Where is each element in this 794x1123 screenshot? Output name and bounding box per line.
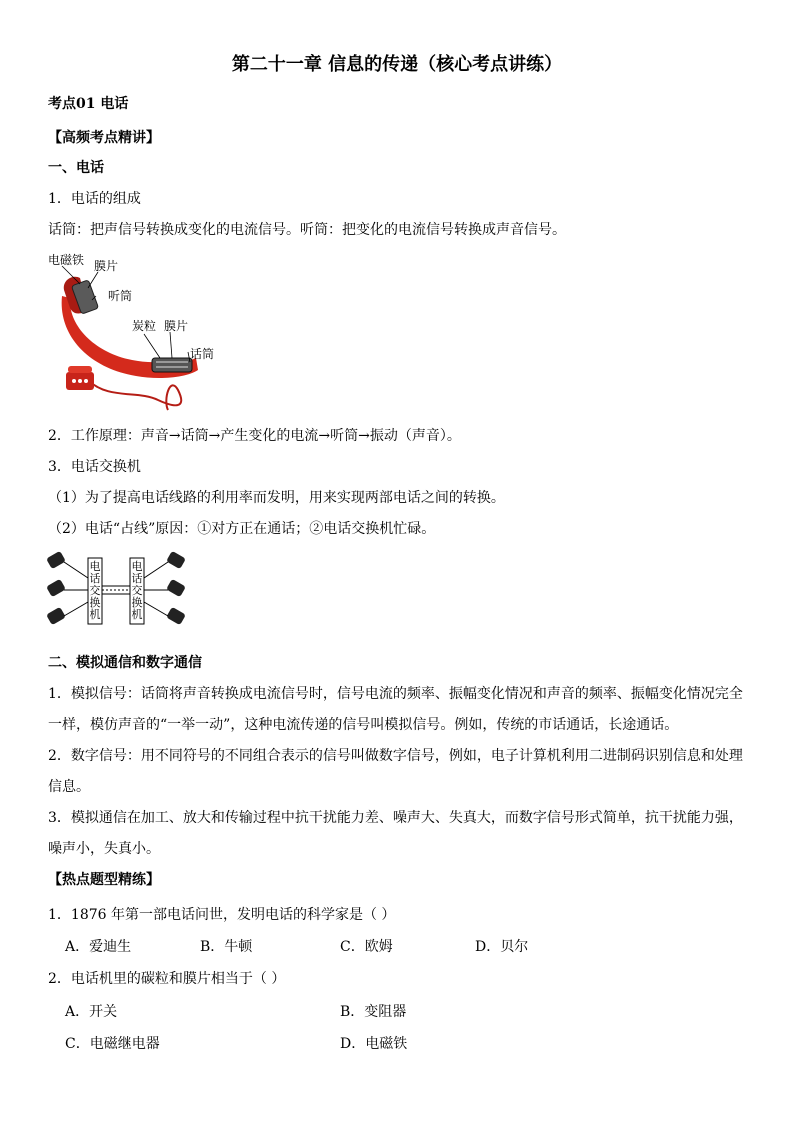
kaodian-heading: 考点01 电话: [48, 96, 129, 112]
para-analog-a: 1．模拟信号：话筒将声音转换成电流信号时，信号电流的频率、振幅变化情况和声音的频率、振幅变化情况完全: [48, 686, 743, 702]
q2-option-b[interactable]: B．变阻器: [340, 1004, 407, 1020]
q2-option-a[interactable]: A．开关: [65, 1004, 118, 1020]
para-digital-b: 信息。: [48, 779, 90, 795]
q1-option-b[interactable]: B．牛顿: [200, 939, 253, 955]
q1-option-d[interactable]: D．贝尔: [475, 939, 529, 955]
phone-base-icon: [66, 366, 94, 390]
q1-option-a[interactable]: A．爱迪生: [65, 939, 132, 955]
phone-cord: [88, 380, 181, 410]
label-receiver: 听筒: [108, 289, 133, 303]
para-digital-a: 2．数字信号：用不同符号的不同组合表示的信号叫做数字信号，例如，电子计算机利用二进制码识别信息和处理: [48, 748, 743, 764]
para-compare-a: 3．模拟通信在加工、放大和传输过程中抗干扰能力差、噪声大、失真大，而数字信号形式简单，抗干扰能力强，: [48, 810, 743, 826]
heading-analog-digital: 二、模拟通信和数字通信: [48, 655, 202, 671]
label-diaphragm-2: 膜片: [164, 319, 189, 333]
phone-icons-left: [46, 551, 66, 625]
question-1: 1．1876 年第一部电话问世，发明电话的科学家是（ ）: [48, 907, 396, 923]
q2-option-c[interactable]: C．电磁继电器: [65, 1036, 160, 1052]
para-composition: 1．电话的组成: [48, 191, 141, 207]
exchange-label-right: 电话交换机: [131, 560, 143, 621]
para-mic-receiver: 话筒：把声信号转换成变化的电流信号。听筒：把变化的电流信号转换成声音信号。: [48, 222, 566, 238]
para-principle: 2．工作原理：声音→话筒→产生变化的电流→听筒→振动（声音）。: [48, 428, 461, 444]
q2-option-d[interactable]: D．电磁铁: [340, 1036, 408, 1052]
label-electromagnet: 电磁铁: [48, 253, 85, 267]
para-analog-b: 一样，模仿声音的“一举一动”，这种电流传递的信号叫模拟信号。例如，传统的市话通话，长途通话。: [48, 717, 679, 733]
label-mic: 话筒: [190, 347, 215, 361]
para-exchange-2: （2）电话“占线”原因：①对方正在通话；②电话交换机忙碌。: [48, 521, 436, 537]
telephone-handset-figure: [48, 250, 228, 415]
question-2: 2．电话机里的碳粒和膜片相当于（ ）: [48, 971, 286, 987]
para-exchange: 3．电话交换机: [48, 459, 141, 475]
page-title: 第二十一章 信息的传递（核心考点讲练）: [231, 54, 563, 75]
exchange-figure: [44, 550, 190, 640]
para-compare-b: 噪声小，失真小。: [48, 841, 160, 857]
label-diaphragm-1: 膜片: [94, 259, 119, 273]
para-exchange-1: （1）为了提高电话线路的利用率而发明，用来实现两部电话之间的转换。: [48, 490, 505, 506]
section-lianxi: 【热点题型精练】: [48, 872, 160, 888]
q1-option-c[interactable]: C．欧姆: [340, 939, 393, 955]
phone-icons-right: [166, 551, 186, 625]
exchange-label-left: 电话交换机: [89, 560, 101, 621]
heading-telephone: 一、电话: [48, 160, 104, 176]
label-carbon: 炭粒: [132, 319, 157, 333]
section-jingjiang: 【高频考点精讲】: [48, 130, 160, 146]
mouthpiece-carbon: [152, 358, 192, 372]
